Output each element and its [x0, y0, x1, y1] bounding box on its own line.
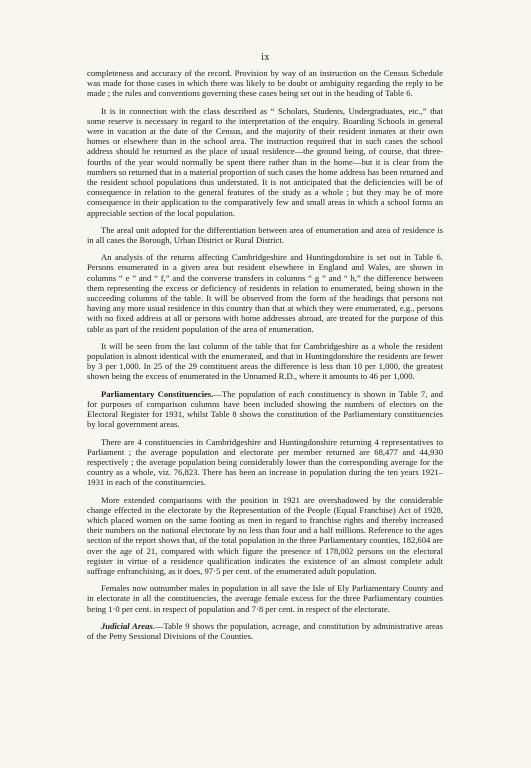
paragraph-female-excess [87, 583, 443, 614]
paragraph-judicial-areas [87, 621, 443, 641]
paragraph-text: The areal unit adopted for the differentiation between area of enumeration and area of residence is in all cases the Borough, Urban District or Rural District. [87, 224, 443, 246]
page-number: ix [261, 52, 270, 63]
paragraph-electorate-comparison [87, 495, 443, 577]
paragraph-parliamentary-constituencies [87, 389, 443, 430]
paragraph-areal-unit [87, 225, 443, 245]
paragraph-scholars-students [87, 106, 443, 218]
body-text [87, 68, 443, 648]
paragraph-text: —The population of each constituency is shown in Table 7, and for purposes of comparison columns have been included showing the numbers of electors on the Electoral Register for 1931, whilst Table 8 shows the constitution of the Parliamentary constituencies by local government areas. [87, 388, 443, 430]
paragraph-constituency-count [87, 437, 443, 488]
paragraph-text: It is in connection with the class described as “ Scholars, Students, Undergraduates, etc.,” that some reserve is necessary in regard to the interpretation of the enquiry. Boarding Schools in general were in vacation at the date of the Census, and the majority of their resident inmates at their own homes or elsewhere than in the school area. The instruction required that in such cases the school address should be returned as the place of usual residence—the ground being, of course, that three-fourths of the year would normally be spent there rather than in the home—but it is clear from the numbers so returned that in a material proportion of such cases the home address has been returned and the resident school populations thus understated. It is not anticipated that the deficiencies will be of consequence in relation to the general features of the study as a whole ; but they may be of more consequence in their application to the comparatively few and small areas in which a school forms an appreciable section of the local population. [87, 105, 443, 218]
paragraph-text: There are 4 constituencies in Cambridgeshire and Huntingdonshire returning 4 representatives to Parliament ; the average population and electorate per member returned are 68,477 and 44,930 respectively ; the average population being considerably lower than the corresponding average for the country as a whole, viz. 76,823. There has been an increase in population during the ten years 1921–1931 in each of the constituencies. [87, 436, 443, 488]
paragraph-resident-population [87, 341, 443, 382]
paragraph-text: It will be seen from the last column of the table that for Cambridgeshire as a whole the resident population is almost identical with the enumerated, and that in Huntingdonshire the residents are fewer by 3 per 1,000. In 25 of the 29 constituent areas the difference is less than 10 per 1,000, the greatest shown being the excess of enumerated in the Unnamed R.D., where it amounts to 46 per 1,000. [87, 340, 443, 382]
section-heading: Judicial Areas. [101, 620, 155, 631]
paragraph-text: Females now outnumber males in population in all save the Isle of Ely Parliamentary County and in electorate in all the constituencies, the average female excess for the three Parliamentary counties being 1·0 per cent. in respect of population and 7·8 per cent. in respect of the electorate. [87, 583, 443, 614]
paragraph-text: An analysis of the returns affecting Cambridgeshire and Huntingdonshire is set out in Table 6. Persons enumerated in a given area but resident elsewhere in England and Wales, are shown in columns “ e ” and “ f,” and the converse transfers in columns “ g ” and “ h,” the difference between them representing the excess or deficiency of residents in relation to enumerated, being shown in the succeeding columns of the table. It will be observed from the form of the headings that persons not having any more usual residence in this country than that at which they were enumerated, e.g., persons with no fixed address at all or persons with home addresses abroad, are treated for the purpose of this table as part of the resident population of the area of enumeration. [87, 252, 443, 334]
paragraph-text: More extended comparisons with the position in 1921 are overshadowed by the considerable change effected in the electorate by the Representation of the People (Equal Franchise) Act of 1928, which placed women on the same footing as men in regard to franchise rights and thereby increased their numbers on the national electorate by no less than four and a half millions. Reference to the ages section of the report shows that, of the total population in the three Parliamentary counties, 182,604 are over the age of 21, compared with which figure the presence of 178,002 persons on the electoral register in virtue of a residence qualification indicates the existence of an almost complete adult suffrage enfranchising, as it does, 97·5 per cent. of the enumerated adult population. [87, 494, 443, 576]
section-heading: Parliamentary Constituencies. [101, 388, 214, 399]
paragraph-table-6-analysis [87, 252, 443, 334]
paragraph-text: —Table 9 shows the population, acreage, and constitution by administrative areas of the Petty Sessional Divisions of the Counties. [87, 620, 443, 641]
paragraph-record-completeness [87, 68, 443, 99]
paragraph-text: completeness and accuracy of the record. Provision by way of an instruction on the Census Schedule was made for those cases in which there was likely to be doubt or ambiguity regarding the reply to be made ; the rules and conventions governing these cases being set out in the heading of Table 6. [87, 68, 443, 99]
